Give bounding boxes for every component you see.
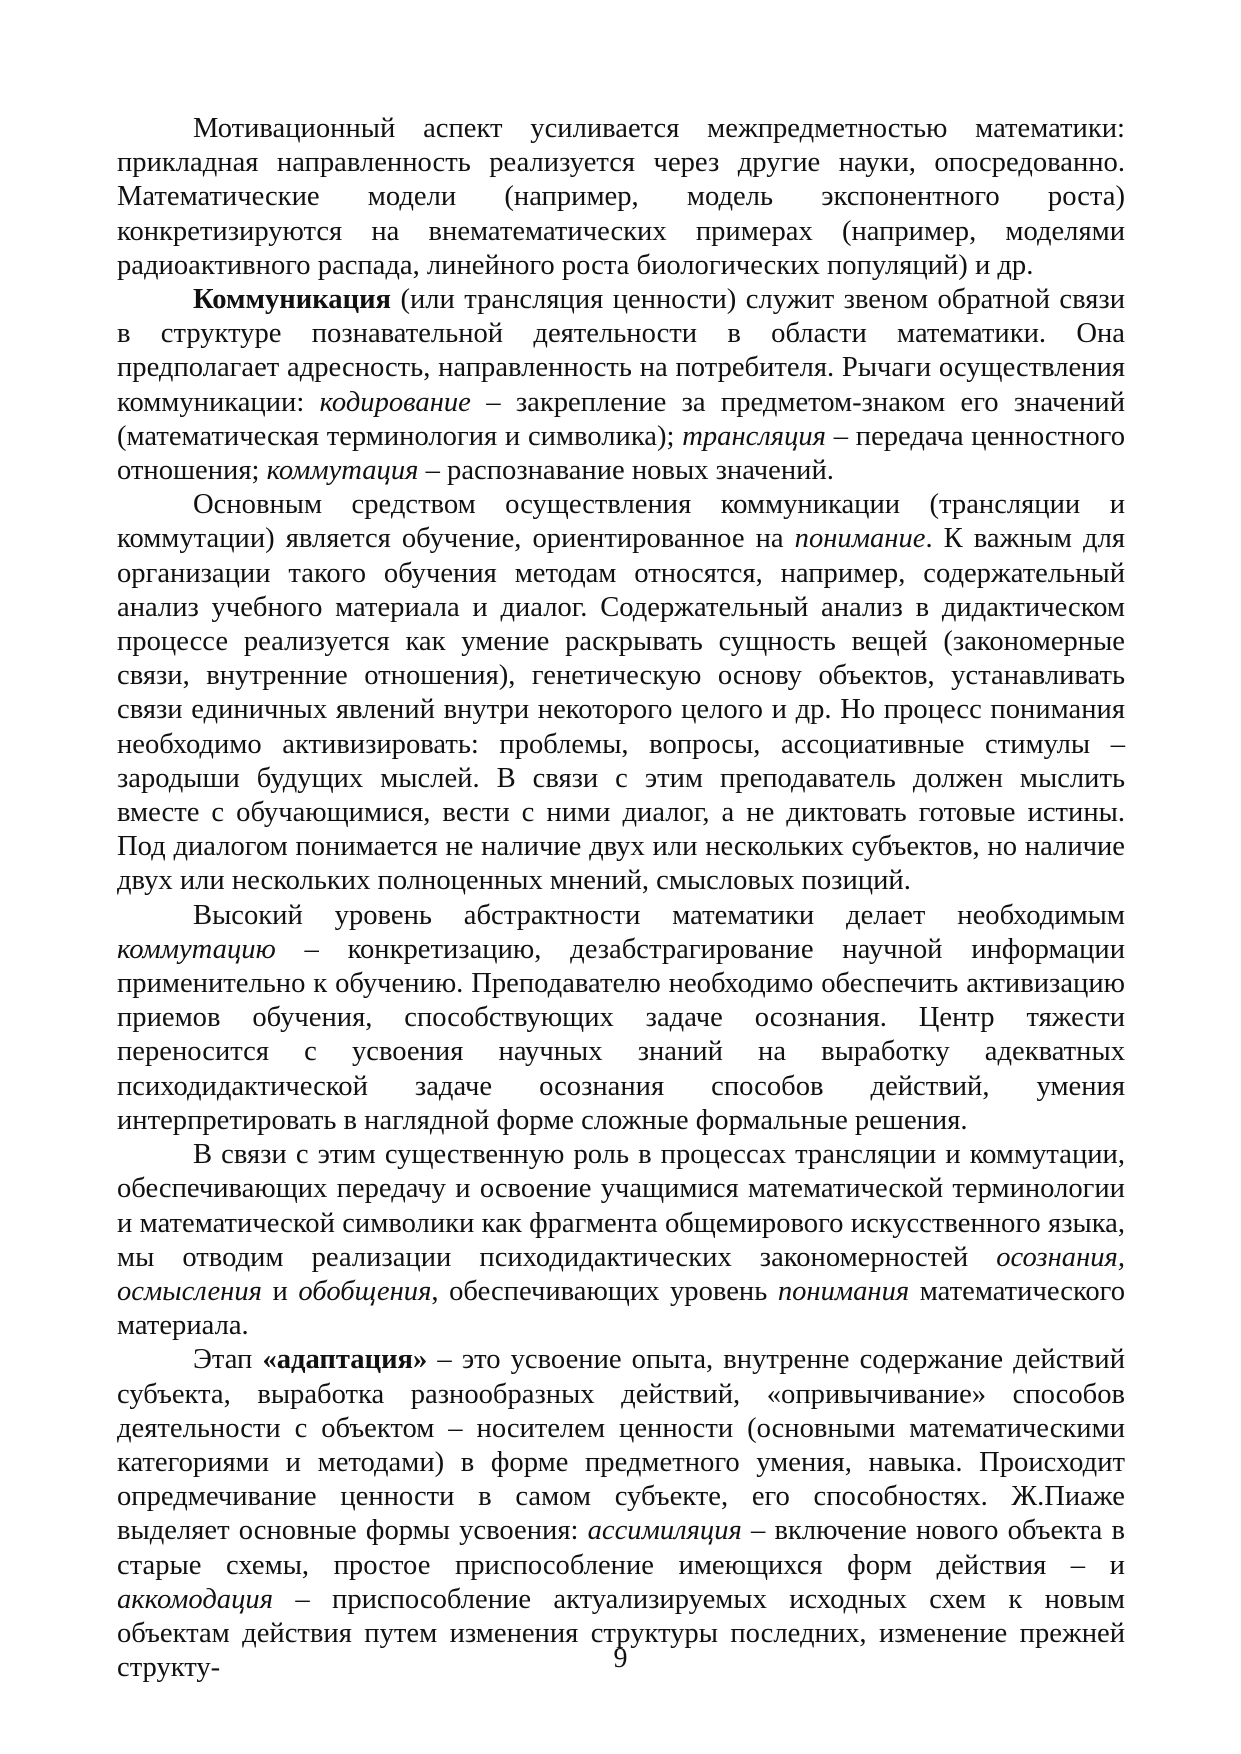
text-run: . К важным для организации такого обучения методам относятся, например, содержательный анализ учебного материала и диалог. Содержательный анализ в дидактическом процессе реализуется как умение раскрывать сущность вещей (закономерные связи, внутренние отношения), генетическую основу объектов, устанавливать связи единичных явлений внутри некоторого целого и др. Но процесс понимания необходимо активизировать: проблемы, вопросы, ассоциативные стимулы – зародыши будущих мыслей. В связи с этим преподаватель должен мыслить вместе с обучающимися, вести с ними диалог, а не диктовать готовые истины. Под диалогом понимается не наличие двух или нескольких субъектов, но наличие двух или нескольких полноценных мнений, смысловых позиций. <box>117 523 1125 897</box>
text-run: Мотивационный аспект усиливается межпредметностью математики: прикладная направленность реализуется через другие науки, опосредованно. Математические модели (например, модель экспонентного роста) конкретизируются на внематематических примерах (например, моделями радиоактивного распада, линейного роста биологических популяций) и др. <box>117 113 1125 281</box>
italic-term: обобщения <box>298 1275 432 1307</box>
text-run: Высокий уровень абстрактности математики делает необходимым <box>193 899 1125 931</box>
paragraph-main-means <box>117 488 1125 898</box>
text-run: – приспособление актуализируемых исходных схем к новым объектам действия путем изменения структуры последних, изменение прежней структу- <box>117 1583 1125 1684</box>
italic-term: коммутация <box>266 455 419 487</box>
paragraph-communication <box>117 283 1125 488</box>
text-run: математического материала. <box>117 1275 1125 1342</box>
text-run: – конкретизацию, дезабстрагирование научной информации применительно к обучению. Преподавателю необходимо обеспечить активизацию приемов обучения, способствующих задаче осознания. Центр тяжести переносится с усвоения научных знаний на выработку адекватных психодидактической задаче осознания способов действий, умения интерпретировать в наглядной форме сложные формальные решения. <box>117 933 1125 1136</box>
italic-term: осознания, осмысления <box>117 1241 1125 1307</box>
text-run: – передача ценностного отношения; <box>117 420 1125 487</box>
text-run: – распознавание новых значений. <box>418 455 834 487</box>
italic-term: понимание <box>794 523 926 555</box>
italic-term: понимания <box>777 1275 910 1307</box>
bold-term: «адаптация» <box>262 1344 428 1376</box>
text-run: Этап <box>193 1344 263 1376</box>
paragraph-translation-role <box>117 1138 1125 1343</box>
page-number: 9 <box>613 1643 628 1674</box>
italic-term: коммутацию <box>117 933 276 965</box>
italic-term: трансляция <box>682 420 826 452</box>
text-run: Основным средством осуществления коммуникации (трансляции и коммутации) является обучение, ориентированное на <box>117 489 1125 555</box>
italic-term: кодирование <box>319 386 471 418</box>
italic-term: ассимиляция <box>587 1515 742 1547</box>
text-run: (или трансляция ценности) служит звеном обратной связи в структуре познавательной деятельности в области математики. Она предполагает адресность, направленность на потребителя. Рычаги осуществления коммуникации: <box>117 284 1125 418</box>
text-run: , обеспечивающих уровень <box>431 1275 778 1307</box>
paragraph-abstraction <box>117 899 1125 1138</box>
italic-term: аккомодация <box>117 1583 273 1615</box>
text-run: и <box>261 1275 299 1307</box>
paragraph-motivation <box>117 112 1125 283</box>
paragraph-adaptation-stage <box>117 1343 1125 1685</box>
text-run: – это усвоение опыта, внутренне содержание действий субъекта, выработка разнообразных действий, «опривычивание» способов деятельности с объектом – носителем ценности (основными математическими категориями и методами) в форме предметного умения, навыка. Происходит опредмечивание ценности в самом субъекте, его способностях. Ж.Пиаже выделяет основные формы усвоения: <box>117 1344 1125 1547</box>
page-body <box>117 112 1125 1685</box>
text-run: – включение нового объекта в старые схемы, простое приспособление имеющихся форм действия – и <box>117 1515 1125 1581</box>
text-run: – закрепление за предметом-знаком его значений (математическая терминология и символика); <box>117 386 1125 452</box>
text-run: В связи с этим существенную роль в процессах трансляции и коммутации, обеспечивающих передачу и освоение учащимися математической терминологии и математической символики как фрагмента общемирового искусственного языка, мы отводим реализации психодидактических закономерностей <box>117 1139 1125 1273</box>
bold-term: Коммуникация <box>193 284 392 316</box>
